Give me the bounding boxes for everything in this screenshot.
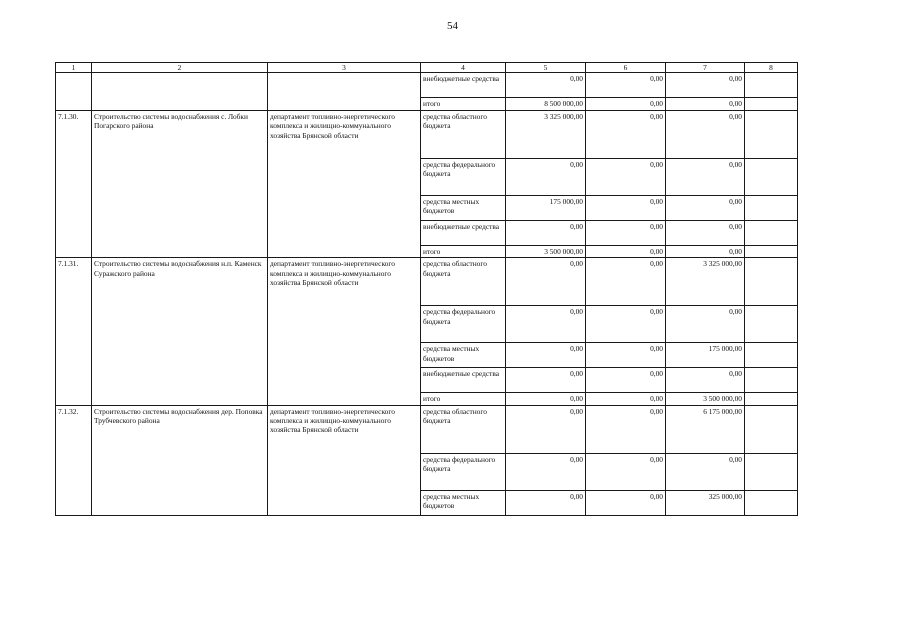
- item-id-cell: 7.1.32.: [56, 405, 92, 515]
- amount-col7-cell: 0,00: [666, 158, 745, 195]
- amount-col6-cell: 0,00: [586, 368, 666, 393]
- budget-table: [55, 62, 798, 516]
- amount-col7-cell: 0,00: [666, 98, 745, 110]
- amount-col8-cell: [745, 73, 798, 98]
- item-funding-row: [56, 405, 798, 453]
- amount-col7-cell: 175 000,00: [666, 343, 745, 368]
- amount-col8-cell: [745, 393, 798, 405]
- funding-source-cell: итого: [421, 98, 506, 110]
- carryover-executor-cell: [268, 73, 421, 110]
- amount-col7-cell: 0,00: [666, 195, 745, 220]
- amount-col5-cell: 0,00: [506, 453, 586, 490]
- funding-source-cell: средства местных бюджетов: [421, 343, 506, 368]
- funding-source-cell: итого: [421, 245, 506, 257]
- item-id-cell: 7.1.30.: [56, 110, 92, 257]
- amount-col6-cell: 0,00: [586, 195, 666, 220]
- amount-col5-cell: 0,00: [506, 405, 586, 453]
- funding-source-cell: средства федерального бюджета: [421, 158, 506, 195]
- page-number: 54: [447, 20, 458, 32]
- amount-col8-cell: [745, 306, 798, 343]
- amount-col8-cell: [745, 368, 798, 393]
- amount-col5-cell: 0,00: [506, 73, 586, 98]
- amount-col7-cell: 0,00: [666, 220, 745, 245]
- carryover-id-cell: [56, 73, 92, 110]
- amount-col8-cell: [745, 343, 798, 368]
- amount-col8-cell: [745, 195, 798, 220]
- amount-col8-cell: [745, 490, 798, 515]
- carryover-name-cell: [92, 73, 268, 110]
- column-number-header: 4: [421, 63, 506, 73]
- amount-col5-cell: 0,00: [506, 158, 586, 195]
- amount-col7-cell: 0,00: [666, 306, 745, 343]
- amount-col8-cell: [745, 110, 798, 158]
- amount-col5-cell: 0,00: [506, 258, 586, 306]
- item-executor-cell: департамент топливно-энергетического комплекса и жилищно-коммунального хозяйства Брянской области: [268, 110, 421, 257]
- amount-col6-cell: 0,00: [586, 393, 666, 405]
- column-number-header: 8: [745, 63, 798, 73]
- amount-col5-cell: 0,00: [506, 368, 586, 393]
- item-name-cell: Строительство системы водоснабжения с. Лобки Погарского района: [92, 110, 268, 257]
- amount-col5-cell: 8 500 000,00: [506, 98, 586, 110]
- amount-col6-cell: 0,00: [586, 73, 666, 98]
- budget-table-container: [55, 62, 798, 516]
- amount-col5-cell: 0,00: [506, 393, 586, 405]
- column-number-header: 7: [666, 63, 745, 73]
- amount-col5-cell: 175 000,00: [506, 195, 586, 220]
- column-number-header: 6: [586, 63, 666, 73]
- amount-col7-cell: 0,00: [666, 245, 745, 257]
- amount-col5-cell: 3 325 000,00: [506, 110, 586, 158]
- amount-col5-cell: 0,00: [506, 490, 586, 515]
- funding-source-cell: средства федерального бюджета: [421, 453, 506, 490]
- funding-source-cell: итого: [421, 393, 506, 405]
- amount-col7-cell: 0,00: [666, 453, 745, 490]
- funding-source-cell: средства областного бюджета: [421, 258, 506, 306]
- item-id-cell: 7.1.31.: [56, 258, 92, 405]
- column-number-header: 3: [268, 63, 421, 73]
- amount-col6-cell: 0,00: [586, 490, 666, 515]
- amount-col7-cell: 0,00: [666, 368, 745, 393]
- item-funding-row: [56, 258, 798, 306]
- item-executor-cell: департамент топливно-энергетического комплекса и жилищно-коммунального хозяйства Брянской области: [268, 405, 421, 515]
- amount-col6-cell: 0,00: [586, 98, 666, 110]
- funding-source-cell: внебюджетные средства: [421, 220, 506, 245]
- amount-col5-cell: 3 500 000,00: [506, 245, 586, 257]
- amount-col6-cell: 0,00: [586, 158, 666, 195]
- budget-table-body: [56, 73, 798, 515]
- column-number-header: 1: [56, 63, 92, 73]
- amount-col7-cell: 6 175 000,00: [666, 405, 745, 453]
- funding-source-cell: внебюджетные средства: [421, 368, 506, 393]
- amount-col7-cell: 3 325 000,00: [666, 258, 745, 306]
- amount-col8-cell: [745, 405, 798, 453]
- amount-col5-cell: 0,00: [506, 220, 586, 245]
- amount-col6-cell: 0,00: [586, 220, 666, 245]
- carryover-row: [56, 73, 798, 98]
- amount-col5-cell: 0,00: [506, 306, 586, 343]
- amount-col6-cell: 0,00: [586, 258, 666, 306]
- amount-col8-cell: [745, 158, 798, 195]
- item-name-cell: Строительство системы водоснабжения н.п. Каменск Суражского района: [92, 258, 268, 405]
- amount-col8-cell: [745, 98, 798, 110]
- amount-col7-cell: 0,00: [666, 110, 745, 158]
- amount-col6-cell: 0,00: [586, 453, 666, 490]
- amount-col7-cell: 325 000,00: [666, 490, 745, 515]
- amount-col7-cell: 3 500 000,00: [666, 393, 745, 405]
- amount-col8-cell: [745, 258, 798, 306]
- column-number-header: 2: [92, 63, 268, 73]
- funding-source-cell: средства местных бюджетов: [421, 490, 506, 515]
- funding-source-cell: средства областного бюджета: [421, 110, 506, 158]
- amount-col6-cell: 0,00: [586, 343, 666, 368]
- amount-col6-cell: 0,00: [586, 110, 666, 158]
- column-number-header-row: [56, 63, 798, 73]
- amount-col5-cell: 0,00: [506, 343, 586, 368]
- item-funding-row: [56, 110, 798, 158]
- funding-source-cell: средства областного бюджета: [421, 405, 506, 453]
- amount-col6-cell: 0,00: [586, 245, 666, 257]
- funding-source-cell: средства федерального бюджета: [421, 306, 506, 343]
- amount-col8-cell: [745, 245, 798, 257]
- column-number-header: 5: [506, 63, 586, 73]
- item-executor-cell: департамент топливно-энергетического комплекса и жилищно-коммунального хозяйства Брянской области: [268, 258, 421, 405]
- amount-col6-cell: 0,00: [586, 405, 666, 453]
- amount-col7-cell: 0,00: [666, 73, 745, 98]
- amount-col8-cell: [745, 453, 798, 490]
- amount-col6-cell: 0,00: [586, 306, 666, 343]
- amount-col8-cell: [745, 220, 798, 245]
- item-name-cell: Строительство системы водоснабжения дер. Поповка Трубчевского района: [92, 405, 268, 515]
- funding-source-cell: средства местных бюджетов: [421, 195, 506, 220]
- funding-source-cell: внебюджетные средства: [421, 73, 506, 98]
